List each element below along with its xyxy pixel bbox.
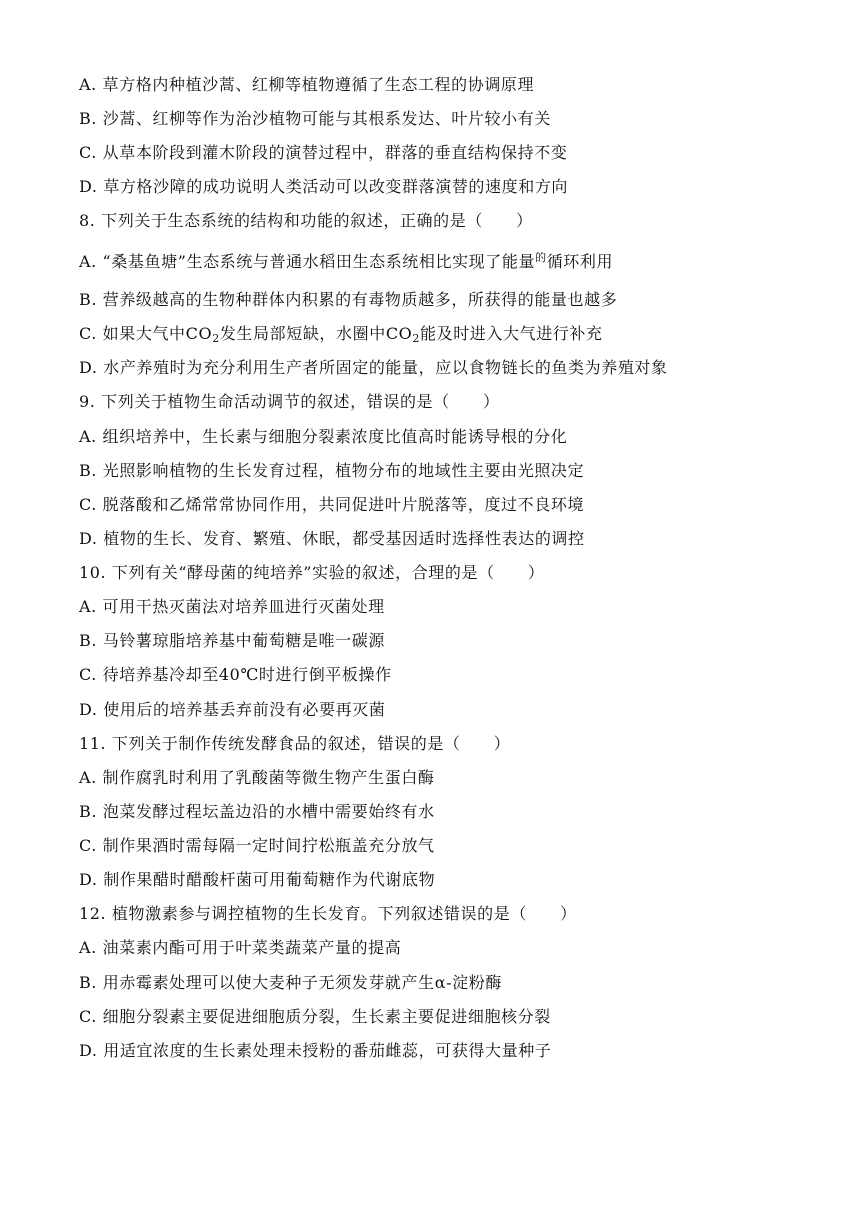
q9-option-d: D. 植物的生长、发育、繁殖、休眠，都受基因适时选择性表达的调控 [79,529,585,548]
q11-option-a: A. 制作腐乳时利用了乳酸菌等微生物产生蛋白酶 [79,768,435,787]
q8-stem: 8. 下列关于生态系统的结构和功能的叙述，正确的是（ ） [79,211,533,230]
q8-option-c-text-3: 能及时进入大气进行补充 [420,324,603,343]
q8-option-a [79,251,613,273]
q8-option-a-text: A. “桑基鱼塘”生态系统与普通水稻田生态系统相比实现了能量 [79,252,536,271]
q8-option-b: B. 营养级越高的生物种群体内积累的有毒物质越多，所获得的能量也越多 [79,290,618,309]
q10-option-c: C. 待培养基冷却至40℃时进行倒平板操作 [79,665,392,684]
q11-option-d: D. 制作果醋时醋酸杆菌可用葡萄糖作为代谢底物 [79,870,436,889]
q7-option-a: A. 草方格内种植沙蒿、红柳等植物遵循了生态工程的协调原理 [79,75,535,94]
q12-stem: 12. 植物激素参与调控植物的生长发育。下列叙述错误的是（ ） [79,904,577,923]
q7-option-c: C. 从草本阶段到灌木阶段的演替过程中，群落的垂直结构保持不变 [79,143,568,162]
q9-option-a: A. 组织培养中，生长素与细胞分裂素浓度比值高时能诱导根的分化 [79,427,568,446]
q9-option-b: B. 光照影响植物的生长发育过程，植物分布的地域性主要由光照决定 [79,461,585,480]
q11-option-c: C. 制作果酒时需每隔一定时间拧松瓶盖充分放气 [79,836,435,855]
q12-option-a: A. 油菜素内酯可用于叶菜类蔬菜产量的提高 [79,938,402,957]
q8-option-c-subscript-2: 2 [412,332,420,345]
q11-stem: 11. 下列关于制作传统发酵食品的叙述，错误的是（ ） [79,734,511,753]
q12-option-c: C. 细胞分裂素主要促进细胞质分裂，生长素主要促进细胞核分裂 [79,1007,551,1026]
q10-option-d: D. 使用后的培养基丢弃前没有必要再灭菌 [79,700,386,719]
q10-option-b: B. 马铃薯琼脂培养基中葡萄糖是唯一碳源 [79,631,385,650]
q12-option-d: D. 用适宜浓度的生长素处理未授粉的番茄雌蕊，可获得大量种子 [79,1041,552,1060]
q8-option-a-text-end: 循环利用 [546,252,614,271]
q11-option-b: B. 泡菜发酵过程坛盖边沿的水槽中需要始终有水 [79,802,435,821]
q8-option-c-text-1: C. 如果大气中CO [79,324,213,343]
q8-option-a-superscript: 的 [535,251,547,264]
q10-stem: 10. 下列有关“酵母菌的纯培养”实验的叙述，合理的是（ ） [79,563,545,582]
q8-option-c-subscript-1: 2 [212,332,220,345]
q8-option-c-text-2: 发生局部短缺，水圈中CO [219,324,413,343]
q7-option-d: D. 草方格沙障的成功说明人类活动可以改变群落演替的速度和方向 [79,177,569,196]
q8-option-c [79,323,603,345]
q8-option-d: D. 水产养殖时为充分利用生产者所固定的能量，应以食物链长的鱼类为养殖对象 [79,358,668,377]
q10-option-a: A. 可用干热灭菌法对培养皿进行灭菌处理 [79,597,385,616]
q9-stem: 9. 下列关于植物生命活动调节的叙述，错误的是（ ） [79,392,500,411]
q7-option-b: B. 沙蒿、红柳等作为治沙植物可能与其根系发达、叶片较小有关 [79,109,551,128]
q12-option-b: B. 用赤霉素处理可以使大麦种子无须发芽就产生α-淀粉酶 [79,973,502,992]
q9-option-c: C. 脱落酸和乙烯常常协同作用，共同促进叶片脱落等，度过不良环境 [79,495,585,514]
